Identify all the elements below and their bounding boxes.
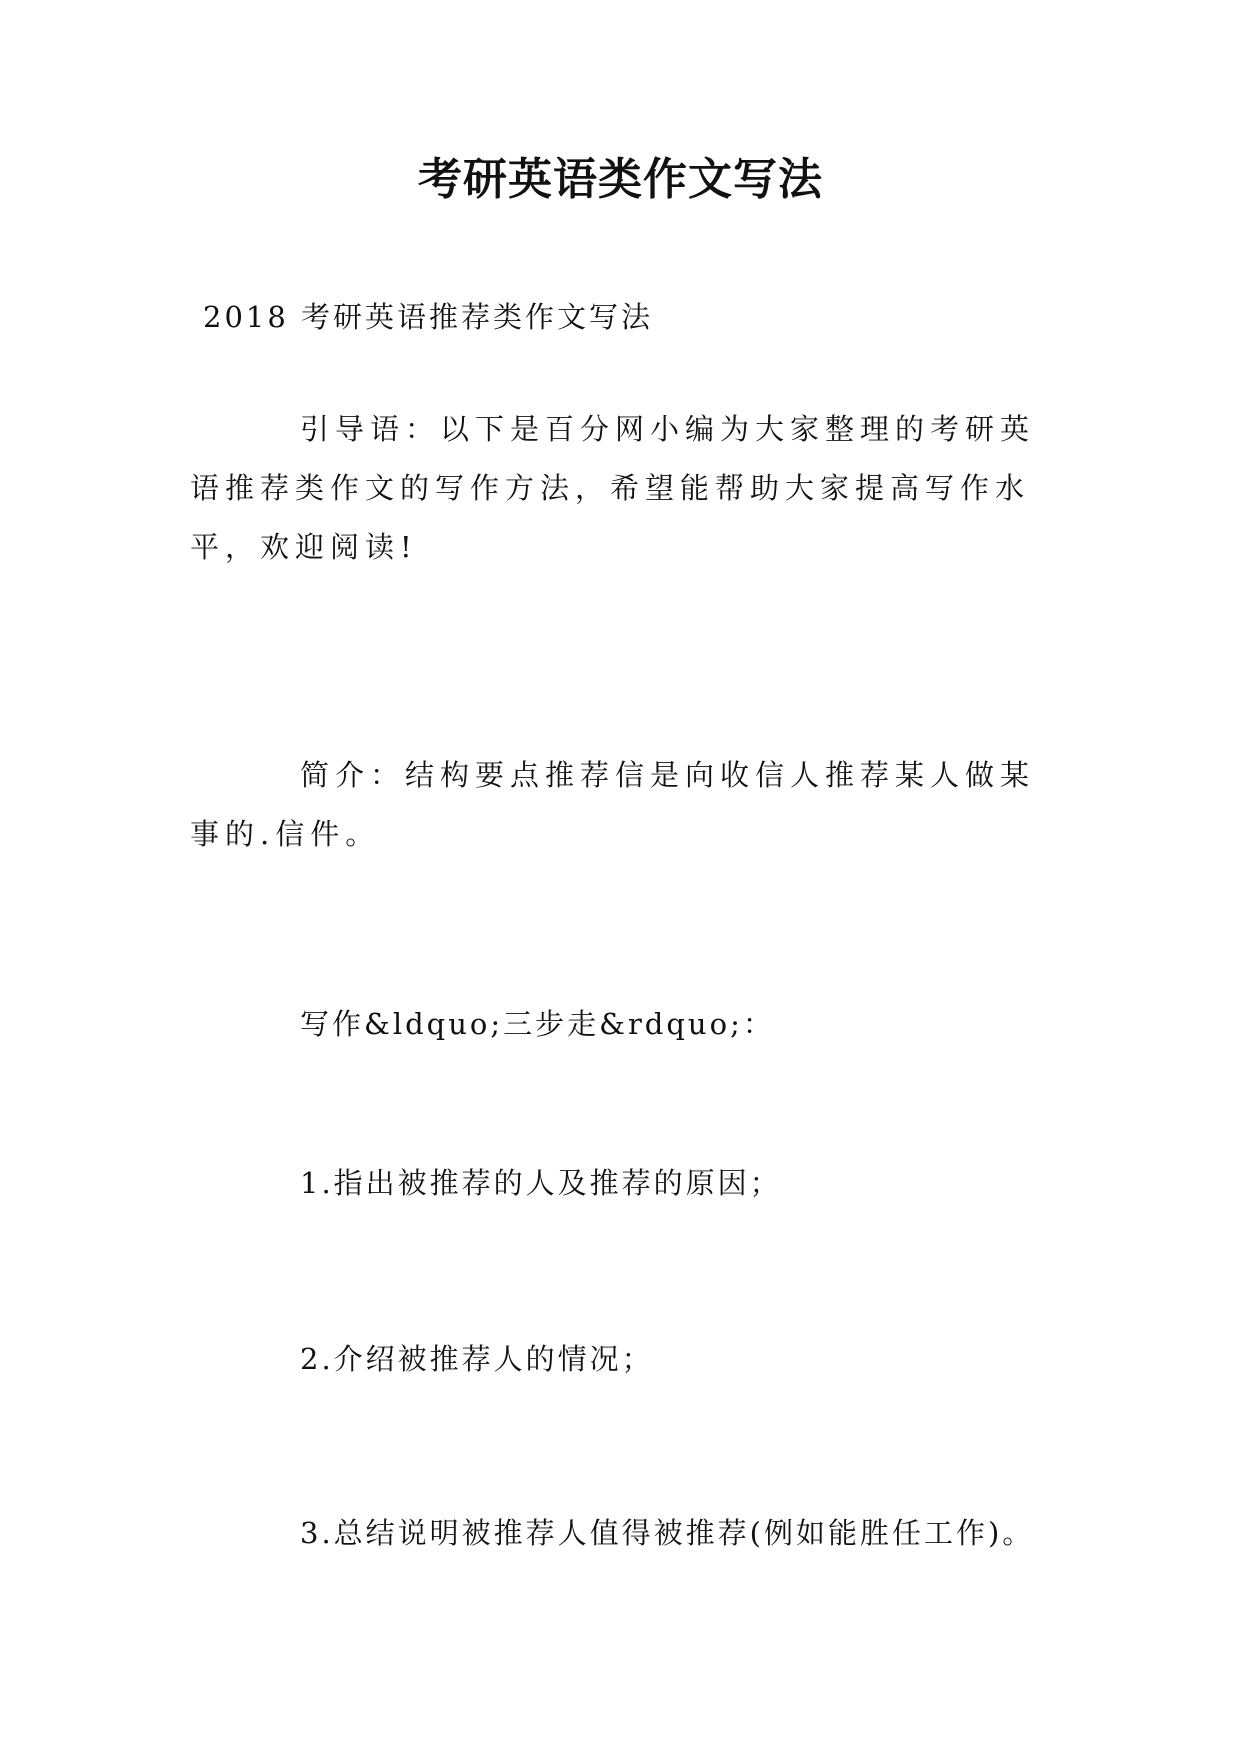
document-title: 考研英语类作文写法 bbox=[418, 154, 823, 205]
step-item: 3.总结说明被推荐人值得被推荐(例如能胜任工作)。 bbox=[300, 1516, 1035, 1550]
intro-paragraph: 引导语：以下是百分网小编为大家整理的考研英语推荐类作文的写作方法，希望能帮助大家提高写作水平，欢迎阅读! bbox=[190, 412, 1036, 564]
document-subtitle: 2018 考研英语推荐类作文写法 bbox=[203, 300, 654, 334]
step-item: 1.指出被推荐的人及推荐的原因； bbox=[300, 1166, 782, 1200]
step-item: 2.介绍被推荐人的情况； bbox=[300, 1342, 654, 1376]
steps-heading: 写作&ldquo;三步走&rdquo;： bbox=[300, 1007, 775, 1041]
summary-paragraph: 简介：结构要点推荐信是向收信人推荐某人做某事的.信件。 bbox=[190, 758, 1036, 851]
